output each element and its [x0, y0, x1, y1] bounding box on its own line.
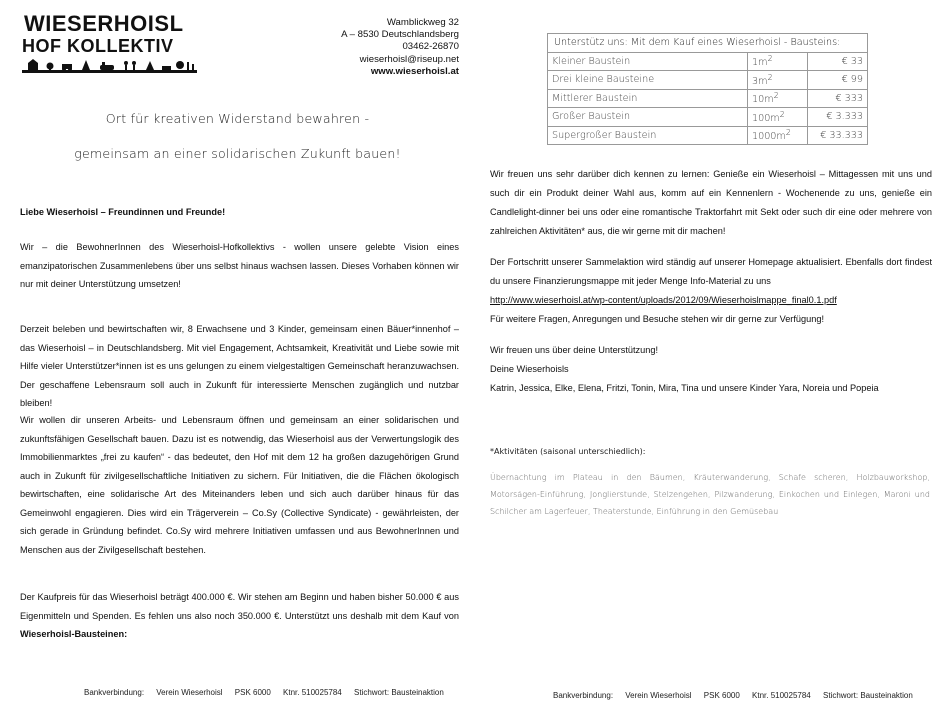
address-street: Wamblickweg 32	[386, 17, 459, 28]
address-web[interactable]: www.wieserhoisl.at	[370, 65, 459, 77]
footer-ktnr: Ktnr. 510025784	[283, 688, 342, 697]
price-row-price: € 33	[808, 52, 868, 71]
price-row	[548, 52, 868, 71]
logo-line-1: WIESERHOISL	[24, 11, 184, 36]
address-city: A – 8530 Deutschlandsberg	[341, 29, 459, 41]
right-paragraph-1: Wir freuen uns sehr darüber dich kennen zu lernen: Genieße ein Wieserhoisl – Mittagessen mit uns und such dir ein Produkt deiner Wahl aus, komm auf ein Kennenlern - Wochenende zu uns, genieße ein Candlelight-dinner bei uns oder eine romantische Traktorfahrt mit Sekt oder such dir eine oder mehrere von zahlreichen Aktivitäten* aus, die wir gerne mit dir machen!	[490, 169, 932, 236]
price-row	[548, 89, 868, 108]
address-block	[341, 17, 459, 78]
letter-paragraph-2: Derzeit beleben und bewirtschaften wir, 8 Erwachsene und 3 Kinder, gemeinsam einen Bäuer*innenhof – das Wieserhoisl – in Deutschlandsberg. Mit viel Engagement, Achtsamkeit, Kreativität und Liebe sowie mit Hilfe vieler Unterstützer*innen ist es uns gelungen zu einem vielgestaltigen Gemeinschaft heranzuwachsen. Der geschaffene Lebensraum soll auch in Zukunft für interessierte Menschen zugänglich und nutzbar bleiben!	[20, 324, 459, 408]
footer-keyword: Stichwort: Bausteinaktion	[822, 691, 913, 700]
finanzierungsmappe-link[interactable]: http://www.wieserhoisl.at/wp-content/uploads/2012/09/Wieserhoislmappe_final0.1.pdf	[490, 295, 837, 305]
footer-psk: PSK 6000	[234, 688, 271, 697]
logo-farm-scene-icon	[22, 57, 197, 73]
price-row-size: $100m^2$	[748, 108, 808, 127]
letter-paragraph-3: Wir wollen dir unseren Arbeits- und Lebensraum öffnen und gemeinsam an einer solidarischen und zukunftsfähigen Gesellschaft bauen. Dazu ist es notwendig, das Wieserhoisl aus der Verwertungslogik des Immobilienmarktes „frei zu kaufen“ - das bedeutet, den Hof mit dem 12 ha großen dazugehörigen Grund auch in Zukunft für zivilgesellschaftliche Initiativen zu sichern. Für Initiativen, die die Flächen ökologisch bewirtschaften, eine solidarische Art des Miteinanders leben und sich auch darüber hinaus für das Gemeinwohl engagieren. Dies wird ein Trägerverein – Co.Sy (Collective Syndicate) - gewährleisten, der sich gerade in Gründung befindet. Co.Sy wird mehrere Initiativen umfassen und aus BewohnerInnen und Menschen aus der Zivilgesellschaft bestehen.	[20, 415, 459, 555]
price-row-size: $10m^2$	[748, 89, 808, 108]
footer-psk: PSK 6000	[703, 691, 740, 700]
price-row-size: $3m^2$	[748, 71, 808, 90]
price-row	[548, 126, 868, 145]
signature-line-1: Deine Wieserhoisls	[490, 364, 569, 374]
letter-paragraph-1: Wir – die BewohnerInnen des Wieserhoisl-Hofkollektivs - wollen unsere gelebte Vision eines emanzipatorischen Zusammenlebens über uns selbst hinaus wachsen lassen. Dieses Vorhaben können wir nur mit deiner Unterstützung umsetzen!	[20, 242, 459, 289]
signature-line-2: Katrin, Jessica, Elke, Elena, Fritzi, Tonin, Mira, Tina und unsere Kinder Yara, Noreia und Popeia	[490, 383, 879, 393]
price-row-name: Supergroßer Baustein	[548, 126, 748, 145]
price-row	[548, 108, 868, 127]
activities-list: Übernachtung im Plateau in den Bäumen, Kräuterwanderung, Schafe scheren, Holzbauworkshop, Motorsägen-Einführung, Jonglierstunde, Stelzengehen, Pilzwanderung, Einkochen und Einlegen, Maroni und Schilcher am Lagerfeuer, Theaterstunde, Einführung in den Gemüsebau	[490, 473, 930, 516]
right-signoff	[490, 341, 932, 398]
letter-paragraph-4-text: Der Kaufpreis für das Wieserhoisl beträgt 400.000 €. Wir stehen am Beginn und haben bisher 50.000 € aus Eigenmitteln und Spenden. Es fehlen uns also noch 350.000 €. Unterstützt uns deshalb mit dem Kauf von	[20, 592, 459, 621]
activities-title: *Aktivitäten (saisonal unterschiedlich):	[490, 447, 646, 456]
letter-greeting: Liebe Wieserhoisl – Freundinnen und Freunde!	[20, 207, 226, 217]
price-row-price: € 33.333	[808, 126, 868, 145]
price-row-size: $1000m^2$	[748, 126, 808, 145]
price-row	[548, 71, 868, 90]
price-table-header: Unterstütz uns: Mit dem Kauf eines Wieserhoisl - Bausteins:	[548, 34, 868, 53]
letter-paragraph-4-bold: Wieserhoisl-Bausteinen:	[20, 629, 128, 639]
letter-paragraph-4	[20, 588, 459, 644]
footer-ktnr: Ktnr. 510025784	[752, 691, 811, 700]
price-row-price: € 333	[808, 89, 868, 108]
price-row-name: Mittlerer Baustein	[548, 89, 748, 108]
thanks-line: Wir freuen uns über deine Unterstützung!	[490, 345, 659, 355]
price-row-name: Kleiner Baustein	[548, 52, 748, 71]
price-table	[547, 33, 868, 145]
price-row-name: Drei kleine Bausteine	[548, 71, 748, 90]
address-email[interactable]: wieserhoisl@riseup.net	[359, 53, 459, 65]
right-paragraph-2-text: Der Fortschritt unserer Sammelaktion wird ständig auf unserer Homepage aktualisiert. Ebenfalls dort findest du unsere Finanzierungsmappe mit jeder Menge Info-Material zu uns	[490, 257, 932, 286]
wieserhoisl-logo	[22, 13, 197, 73]
logo-line-2: HOF KOLLEKTIV	[22, 36, 174, 56]
price-row-size: $1m^2$	[748, 52, 808, 71]
right-paragraph-2-end: Für weitere Fragen, Anregungen und Besuche stehen wir dir gerne zur Verfügung!	[490, 314, 825, 324]
price-row-name: Großer Baustein	[548, 108, 748, 127]
price-table-header-row	[548, 34, 868, 53]
footer-label: Bankverbindung:	[84, 688, 145, 697]
footer-holder: Verein Wieserhoisl	[156, 688, 223, 697]
slogan-line-2: gemeinsam an einer solidarischen Zukunft bauen!	[74, 146, 401, 161]
footer-left	[84, 688, 454, 697]
footer-label: Bankverbindung:	[553, 691, 614, 700]
right-paragraph-2	[490, 253, 932, 329]
price-row-price: € 3.333	[808, 108, 868, 127]
footer-keyword: Stichwort: Bausteinaktion	[353, 688, 444, 697]
price-row-price: € 99	[808, 71, 868, 90]
slogan-line-1: Ort für kreativen Widerstand bewahren -	[105, 111, 370, 126]
footer-right	[553, 691, 923, 700]
footer-holder: Verein Wieserhoisl	[625, 691, 692, 700]
address-phone: 03462-26870	[402, 41, 459, 53]
